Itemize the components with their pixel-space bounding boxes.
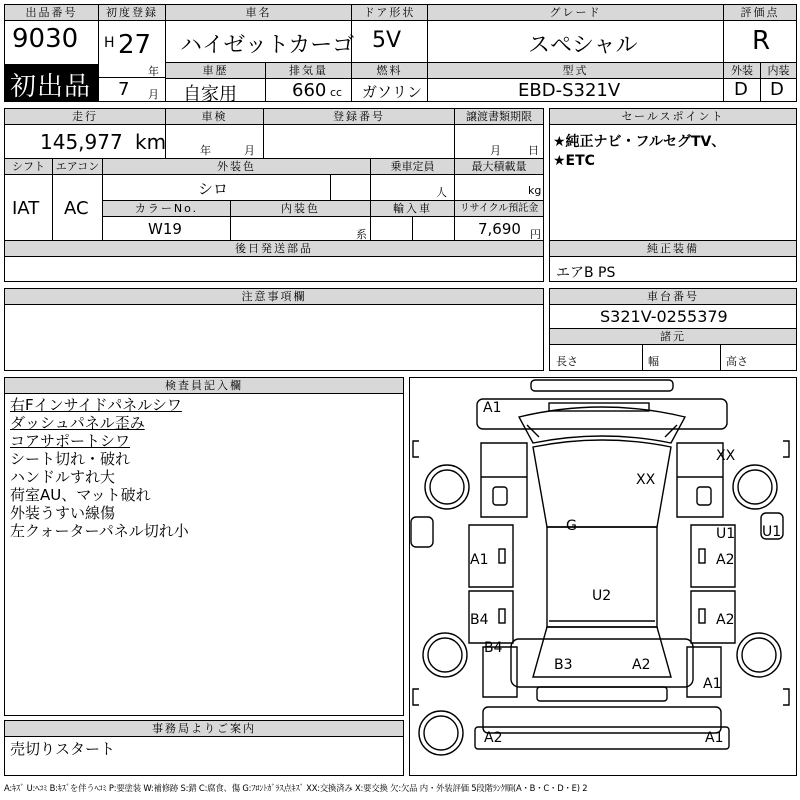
- intcolor-label: 内装色: [231, 201, 370, 217]
- ext-color: シロ: [198, 180, 229, 198]
- wheel-rr: [737, 633, 781, 677]
- damage-u1-outer: U1: [762, 524, 782, 540]
- ac-label: エアコン: [53, 159, 102, 175]
- score-label: 評価点: [724, 5, 796, 21]
- door-type: 5V: [372, 28, 402, 53]
- door-label: ドア形状: [352, 5, 427, 21]
- chassis-label: 車台番号: [550, 289, 796, 305]
- damage-a1-rear-right: A1: [703, 676, 722, 692]
- damage-a1-bottom: A1: [705, 730, 724, 746]
- remark-7: 外装うすい線傷: [10, 504, 116, 522]
- rear-bumper: [537, 687, 667, 701]
- legend: A:ｷｽﾞ U:ﾍｺﾐ B:ｷｽﾞを伴うﾍｺﾐ P:要塗装 W:補修跡 S:錆 C:腐食、傷 G:ﾌﾛﾝﾄｶﾞﾗｽ点ｷｽﾞ XX:交換済み X:要交換 欠:欠品 内・外装評価 5段階ﾗﾝｸ順(A・B・C・D・E) 2: [4, 783, 588, 793]
- inspector-label: 検査員記入欄: [5, 378, 403, 394]
- sales-point-label: セールスポイント: [550, 109, 796, 125]
- model: EBD-S321V: [518, 80, 621, 101]
- damage-a2-right-mid: A2: [716, 552, 735, 568]
- disp-label: 排気量: [266, 63, 351, 79]
- remark-2: ダッシュパネル歪み: [10, 414, 145, 432]
- reg-month: 7: [118, 79, 130, 100]
- reg-year: 27: [118, 30, 152, 60]
- inspect-label: 車検: [166, 109, 263, 125]
- damage-a2-right-low: A2: [716, 612, 735, 628]
- inspect-month-unit: 月: [244, 144, 255, 157]
- rear-bottom-bumper: [475, 727, 729, 749]
- car-name-label: 車名: [166, 5, 351, 21]
- lot-label: 出品番号: [5, 5, 98, 21]
- damage-xx-right: XX: [716, 448, 736, 464]
- lot-number: 9030: [12, 24, 79, 54]
- mileage: 145,977: [40, 130, 123, 154]
- ext-label: 外装: [724, 63, 760, 79]
- sales-line-1: ★純正ナビ・フルセグTV、: [553, 134, 726, 150]
- spec-label: 諸元: [550, 329, 796, 345]
- front-bumper-top: [531, 380, 673, 391]
- damage-a2-rear: A2: [632, 657, 651, 673]
- capacity-label: 乗車定員: [371, 159, 454, 175]
- int-label: 内装: [761, 63, 796, 79]
- transfer-month-unit: 月: [490, 144, 501, 157]
- wheel-fl: [425, 465, 469, 509]
- length-label: 長さ: [556, 355, 578, 368]
- damage-u2: U2: [592, 588, 612, 604]
- model-label: 型式: [428, 63, 723, 79]
- chassis-number: S321V-0255379: [600, 307, 728, 326]
- wheel-rl: [423, 633, 467, 677]
- recycle-unit: 円: [530, 228, 541, 241]
- remark-5: ハンドルすれ大: [10, 468, 116, 486]
- office-text: 売切りスタート: [10, 740, 116, 758]
- load-unit: kg: [528, 184, 542, 197]
- remark-6: 荷室AU、マット破れ: [10, 486, 151, 504]
- transfer-day-unit: 日: [528, 144, 539, 157]
- year-unit: 年: [148, 65, 159, 78]
- shift-label: シフト: [5, 159, 52, 175]
- damage-b4-outer: B4: [484, 640, 503, 656]
- grade-label: グレード: [428, 5, 723, 21]
- remark-1: 右Fインサイドパネルシワ: [10, 396, 182, 414]
- wheel-fr: [733, 465, 777, 509]
- height-label: 高さ: [726, 355, 748, 368]
- hood: [519, 407, 685, 443]
- damage-xx-center: XX: [636, 472, 656, 488]
- roof: [547, 527, 657, 627]
- rear-section: [511, 639, 693, 687]
- history: 自家用: [183, 84, 237, 105]
- inspect-year-unit: 年: [200, 144, 211, 157]
- load-label: 最大積載量: [455, 159, 543, 175]
- month-unit: 月: [148, 88, 159, 101]
- history-label: 車歴: [166, 63, 265, 79]
- damage-u1-inner: U1: [716, 526, 736, 542]
- damage-a1-front: A1: [483, 400, 502, 416]
- damage-b3: B3: [554, 657, 573, 673]
- damage-b4-left: B4: [470, 612, 489, 628]
- width-label: 幅: [648, 355, 659, 368]
- vehicle-diagram: [409, 377, 797, 776]
- import-label: 輸入車: [371, 201, 454, 217]
- recycle-amount: 7,690: [478, 220, 521, 238]
- equipment: エアB PS: [556, 265, 616, 281]
- equip-label: 純正装備: [550, 241, 796, 257]
- score: R: [752, 26, 771, 56]
- plate-label: 登録番号: [264, 109, 454, 125]
- ac: AC: [64, 198, 89, 219]
- office-label: 事務局よりご案内: [5, 721, 403, 737]
- wheel-spare: [419, 711, 463, 755]
- damage-a2-bottom: A2: [484, 730, 503, 746]
- recycle-label: リサイクル預託金: [455, 201, 543, 217]
- left-front-fender: [481, 443, 527, 517]
- first-listing-text: 初出品: [10, 72, 92, 102]
- transfer-label: 譲渡書類期限: [455, 109, 543, 125]
- fuel-label: 燃料: [352, 63, 427, 79]
- fuel: ガソリン: [362, 83, 423, 101]
- notes-label: 注意事項欄: [5, 289, 543, 305]
- damage-a1-left: A1: [470, 552, 489, 568]
- ext-score: D: [734, 79, 748, 100]
- intcolor-unit: 系: [356, 228, 367, 241]
- displacement: 660: [292, 80, 327, 101]
- colorno-label: カラーNo.: [103, 201, 230, 217]
- mileage-unit: km: [135, 130, 167, 154]
- remark-4: シート切れ・破れ: [10, 450, 131, 468]
- remark-3: コアサポートシワ: [10, 432, 131, 450]
- car-name: ハイゼットカーゴ: [180, 33, 355, 58]
- later-parts-label: 後日発送部品: [5, 241, 543, 257]
- int-score: D: [770, 79, 784, 100]
- mileage-label: 走行: [5, 109, 165, 125]
- sales-line-2: ★ETC: [553, 153, 595, 169]
- disp-unit: cc: [330, 86, 343, 99]
- shift: IAT: [12, 198, 40, 219]
- era: H: [104, 35, 115, 51]
- reg-label: 初度登録: [99, 5, 165, 21]
- grade: スペシャル: [528, 33, 638, 58]
- color-number: W19: [148, 220, 182, 238]
- color-label: 外装色: [103, 159, 370, 175]
- capacity-unit: 人: [436, 186, 447, 199]
- remark-8: 左クォーターパネル切れ小: [10, 522, 189, 540]
- damage-g: G: [566, 518, 577, 534]
